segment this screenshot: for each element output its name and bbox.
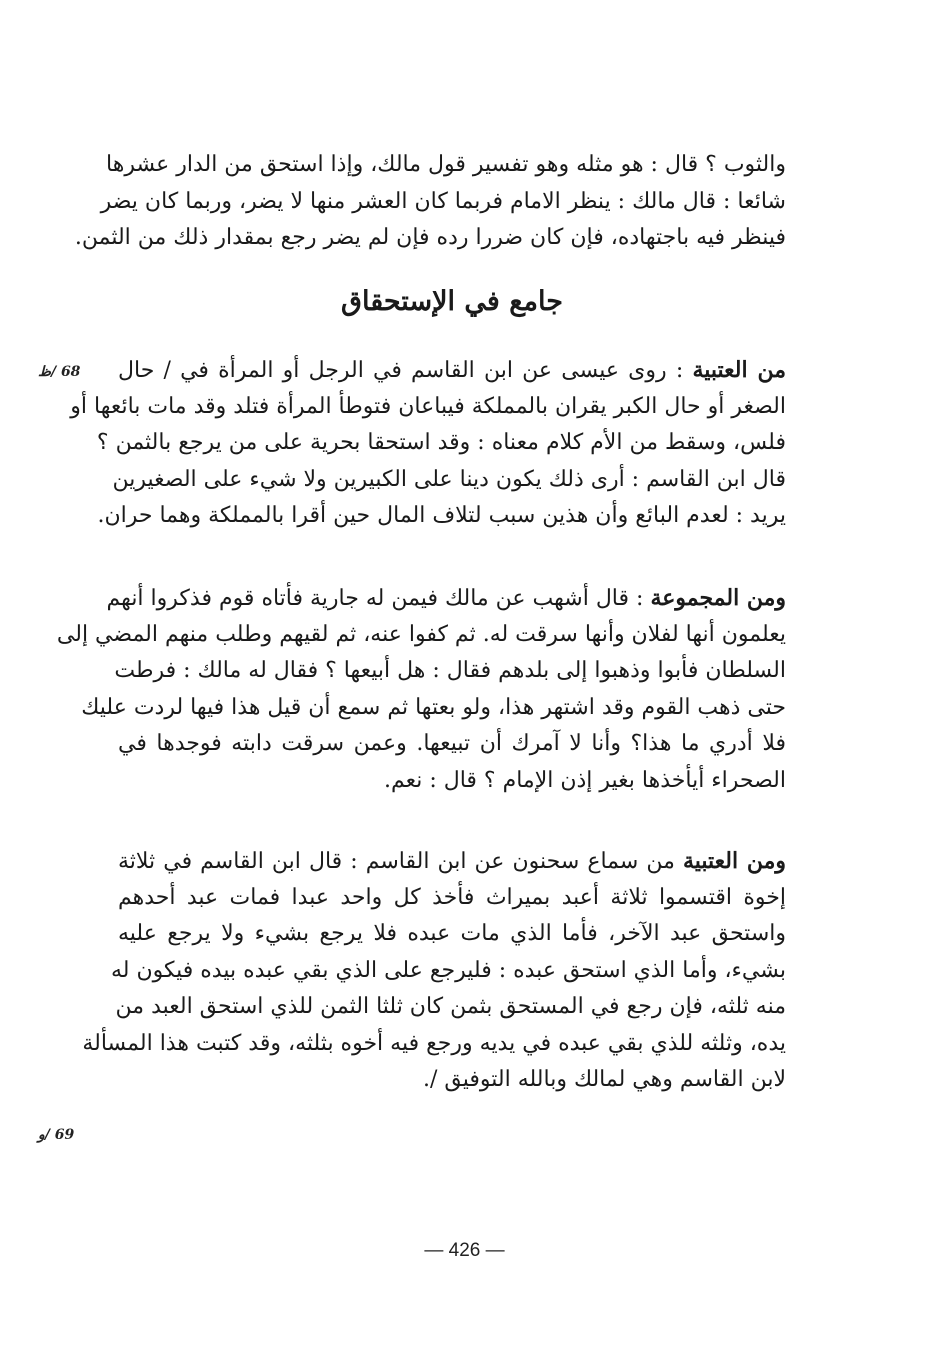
text-line: يده، وثلثه للذي بقي عبده في يديه ورجع فيه أخوه بثلثه، وقد كتبت هذا المسألة bbox=[82, 1030, 786, 1056]
text-line: إخوة اقتسموا ثلاثة أعبد بميراث فأخذ كل واحد عبدا فمات عبد أحدهم bbox=[118, 884, 786, 910]
text-line: فلا أدري ما هذا؟ وأنا لا آمرك أن تبيعها. وعمن سرقت دابته فوجدها في bbox=[118, 731, 786, 756]
source-label: من العتبية bbox=[692, 357, 786, 383]
source-label: ومن العتبية bbox=[682, 848, 786, 874]
text-line: فلس، وسقط من الأم كلام معناه : وقد استحقا بحرية على من يرجع بالثمن ؟ bbox=[96, 430, 786, 455]
paragraph-utbiyya-1 bbox=[70, 352, 786, 535]
text-run: من سماع سحنون عن ابن القاسم : قال ابن القاسم في ثلاثة bbox=[118, 849, 683, 874]
page-number: — 426 — bbox=[424, 1240, 505, 1261]
text-line: والثوب ؟ قال : هو مثله وهو تفسير قول مالك، وإذا استحق من الدار عشرها bbox=[106, 152, 786, 177]
text-line: الصحراء أيأخذها بغير إذن الإمام ؟ قال : نعم. bbox=[383, 767, 786, 793]
text-line: يعلمون أنها لفلان وأنها سرقت له. ثم كفوا عنه، ثم لقيهم وطلب منهم المضي إلى bbox=[56, 621, 786, 647]
text-run: : قال أشهب عن مالك فيمن له جارية فأتاه قوم فذكروا أنهم bbox=[106, 586, 651, 611]
section-heading: جامع في الإستحقاق bbox=[341, 286, 563, 317]
paragraph-utbiyya-2 bbox=[82, 843, 786, 1099]
text-line: منه ثلثه، فإن رجع في المستحق بثمن كان ثلثا الثمن للذي استحق العبد من bbox=[115, 994, 786, 1019]
text-line bbox=[118, 843, 786, 880]
paragraph-majmua bbox=[56, 580, 786, 799]
text-line: فينظر فيه باجتهاده، فإن كان ضررا رده فإن لم يضر رجع بمقدار ذلك من الثمن. bbox=[74, 225, 786, 250]
margin-folio-note: 68 /ظ bbox=[38, 364, 81, 380]
text-line: بشيء، وأما الذي استحق عبده : فليرجع على الذي بقي عبده بيده فيكون له bbox=[110, 957, 786, 983]
text-line: حتى ذهب القوم وقد اشتهر هذا، ولو بعتها ثم سمع أن قيل هذا فيها لردت عليك bbox=[81, 694, 786, 720]
text-line: واستحق عبد الآخر، فأما الذي مات عبده فلا يرجع بشيء ولا يرجع عليه bbox=[118, 921, 786, 946]
text-line: السلطان فأبوا وذهبوا إلى بلدهم فقال : هل أبيعها ؟ فقال له مالك : فرطت bbox=[114, 658, 786, 683]
text-line: شائعا : قال مالك : ينظر الامام فربما كان العشر منها لا يضر، وربما كان يضر bbox=[100, 188, 786, 214]
margin-folio-note: 69 /و bbox=[38, 1127, 75, 1143]
text-line bbox=[106, 580, 786, 617]
text-line: لابن القاسم وهي لمالك وبالله التوفيق /. bbox=[423, 1067, 786, 1092]
text-line bbox=[118, 352, 786, 389]
text-line: يريد : لعدم البائع وأن هذين سبب لتلاف المال حين أقرا بالمملكة وهما حران. bbox=[97, 503, 786, 528]
text-line: الصغر أو حال الكبر يقران بالمملكة فيباعان فتوطأ المرأة فتلد وقد مات بائعها أو bbox=[70, 393, 786, 419]
text-line: قال ابن القاسم : أرى ذلك يكون دينا على الكبيرين ولا شيء على الصغيرين bbox=[112, 466, 786, 492]
text-run: : روى عيسى عن ابن القاسم في الرجل أو المرأة في / حال bbox=[118, 358, 693, 383]
continuation-paragraph bbox=[74, 147, 786, 257]
source-label: ومن المجموعة bbox=[650, 585, 786, 611]
